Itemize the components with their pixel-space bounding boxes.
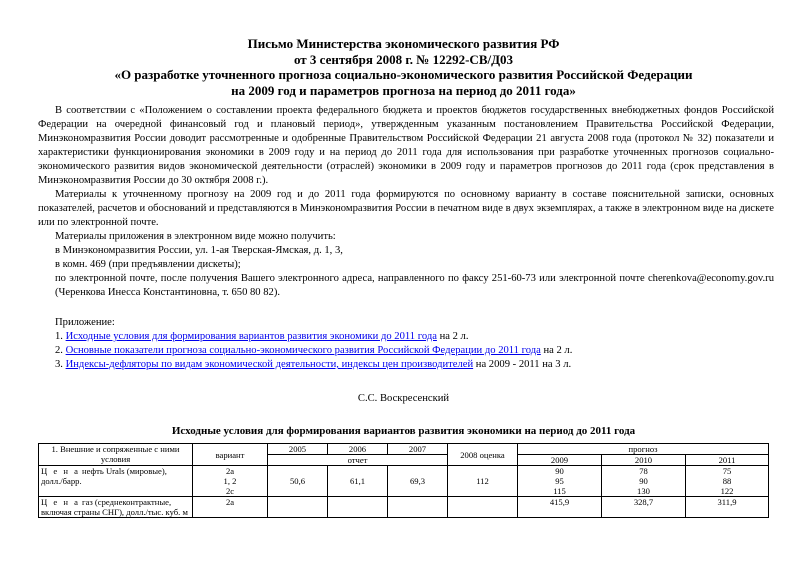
document-title	[0, 36, 807, 98]
row-label-head: Ц е н а	[41, 497, 80, 507]
row-variants	[193, 497, 268, 518]
header-variant: вариант	[193, 444, 268, 466]
header-2006: 2006	[328, 444, 388, 455]
header-f2010: 2010	[602, 455, 686, 466]
forecast-value: 95	[555, 476, 564, 486]
attachment-suffix: на 2009 - 2011 на 3 л.	[475, 359, 572, 370]
title-line-4: на 2009 год и параметров прогноза на период до 2011 года»	[231, 82, 576, 98]
cell-f2009: 415,9	[518, 497, 602, 518]
variant-value: 1, 2	[223, 476, 237, 486]
paragraph-2: Материалы к уточненному прогнозу на 2009 год и до 2011 года формируются по основному варианту в составе пояснительной записки, основных показателей, расчетов и обоснований и представляются в Минэкономразвития России в печатном виде в двух экземплярах, а также в электронном виде на дискете или по электронной почте.	[38, 189, 774, 228]
address-line: в Минэкономразвития России, ул. 1-ая Тверская-Ямская, д. 1, 3,	[55, 245, 343, 256]
row-label-head: Ц е н а	[41, 466, 80, 476]
table-row	[39, 497, 769, 518]
attachment-number: 1.	[55, 331, 63, 342]
attachment-link-2[interactable]: Основные показатели прогноза социально-экономического развития Российской Федерации до 2011 года	[65, 345, 541, 356]
table-title: Исходные условия для формирования вариантов развития экономики на период до 2011 года	[171, 425, 636, 437]
header-conditions: 1. Внешние и сопряженные с ними условия	[39, 444, 193, 466]
conditions-table	[38, 443, 769, 518]
cell-2006: 61,1	[328, 466, 388, 497]
attachment-item-3	[38, 358, 774, 372]
table-header-row-1	[39, 444, 769, 455]
forecast-value: 78	[639, 466, 648, 476]
forecast-value: 115	[553, 486, 566, 496]
header-2008-estimate: 2008 оценка	[448, 444, 518, 466]
receive-line: Материалы приложения в электронном виде можно получить:	[55, 231, 336, 242]
header-2007: 2007	[388, 444, 448, 455]
cell-f2011	[686, 466, 769, 497]
row-label-rest: газ (среднеконтрактные, включая страны СНГ), долл./тыс. куб. м	[41, 497, 188, 517]
forecast-value: 75	[722, 466, 732, 476]
attachment-link-3[interactable]: Индексы-дефляторы по видам экономической деятельности, индексы цен производителей	[65, 359, 474, 370]
attachment-link-1[interactable]: Исходные условия для формирования вариантов развития экономики до 2011 года	[65, 331, 437, 342]
cell-2008-estimate	[448, 497, 518, 518]
email-line: по электронной почте, после получения Вашего электронного адреса, направленного по факсу 251-60-73 или электронной почте cherenkova@economy.gov.ru (Черенкова Инесса Константиновна, т. 650 80 82).	[55, 273, 774, 298]
attachment-number: 3.	[55, 359, 63, 370]
row-variants	[193, 466, 268, 497]
forecast-value: 122	[720, 486, 734, 496]
title-line-2: от 3 сентября 2008 г. № 12292-СВ/Д03	[293, 51, 514, 67]
cell-f2011: 311,9	[686, 497, 769, 518]
cell-f2009	[518, 466, 602, 497]
forecast-value: 90	[639, 476, 648, 486]
cell-2007: 69,3	[388, 466, 448, 497]
header-report: отчет	[268, 455, 448, 466]
header-f2011: 2011	[686, 455, 769, 466]
cell-2006	[328, 497, 388, 518]
attachment-item-2	[38, 344, 774, 358]
variant-value: 2а	[225, 497, 235, 507]
cell-2005: 50,6	[268, 466, 328, 497]
cell-f2010	[602, 466, 686, 497]
cell-2005	[268, 497, 328, 518]
cell-2008-estimate: 112	[448, 466, 518, 497]
title-line-3: «О разработке уточненного прогноза социально-экономического развития Российской Федерации	[114, 67, 693, 82]
header-forecast: прогноз	[518, 444, 769, 455]
cell-f2010: 328,7	[602, 497, 686, 518]
letter-body	[38, 104, 774, 372]
forecast-value: 90	[555, 466, 564, 476]
header-2005: 2005	[268, 444, 328, 455]
attachment-suffix: на 2 л.	[543, 345, 573, 356]
attachment-number: 2.	[55, 345, 63, 356]
signature: С.С. Воскресенский	[357, 393, 450, 404]
cell-2007	[388, 497, 448, 518]
variant-value: 2с	[225, 486, 235, 496]
row-label	[39, 497, 193, 518]
row-label	[39, 466, 193, 497]
title-line-1: Письмо Министерства экономического развития РФ	[247, 36, 560, 51]
row-label-rest: нефть Urals (мировые), долл./барр.	[41, 466, 167, 486]
paragraph-1: В соответствии с «Положением о составлении проекта федерального бюджета и проектов бюджетов государственных внебюджетных фондов Российской Федерации на очередной финансовый год и плановый период», утвержденным указанным постановлением Правительства Российской Федерации, Минэкономразвития России доводит рассмотренные и одобренные Правительством Российской Федерации 21 августа 2008 года (протокол № 32) показатели и характеристики функционирования экономики в 2009 году и на период до 2011 года для использования при разработке уточненных прогнозов социально-экономического развития видов экономической деятельности (отраслей) экономики в 2009 году и параметров прогнозов до 2011 года (срок представления в Минэкономразвития России до 30 октября 2008 г.).	[38, 105, 774, 186]
attachment-suffix: на 2 л.	[439, 331, 469, 342]
forecast-value: 88	[722, 476, 732, 486]
variant-value: 2а	[225, 466, 235, 476]
room-line: в комн. 469 (при предъявлении дискеты);	[55, 259, 241, 270]
attachments-label: Приложение:	[55, 317, 115, 328]
forecast-value: 130	[637, 486, 650, 496]
attachment-item-1	[38, 330, 774, 344]
table-row	[39, 466, 769, 497]
header-f2009: 2009	[518, 455, 602, 466]
